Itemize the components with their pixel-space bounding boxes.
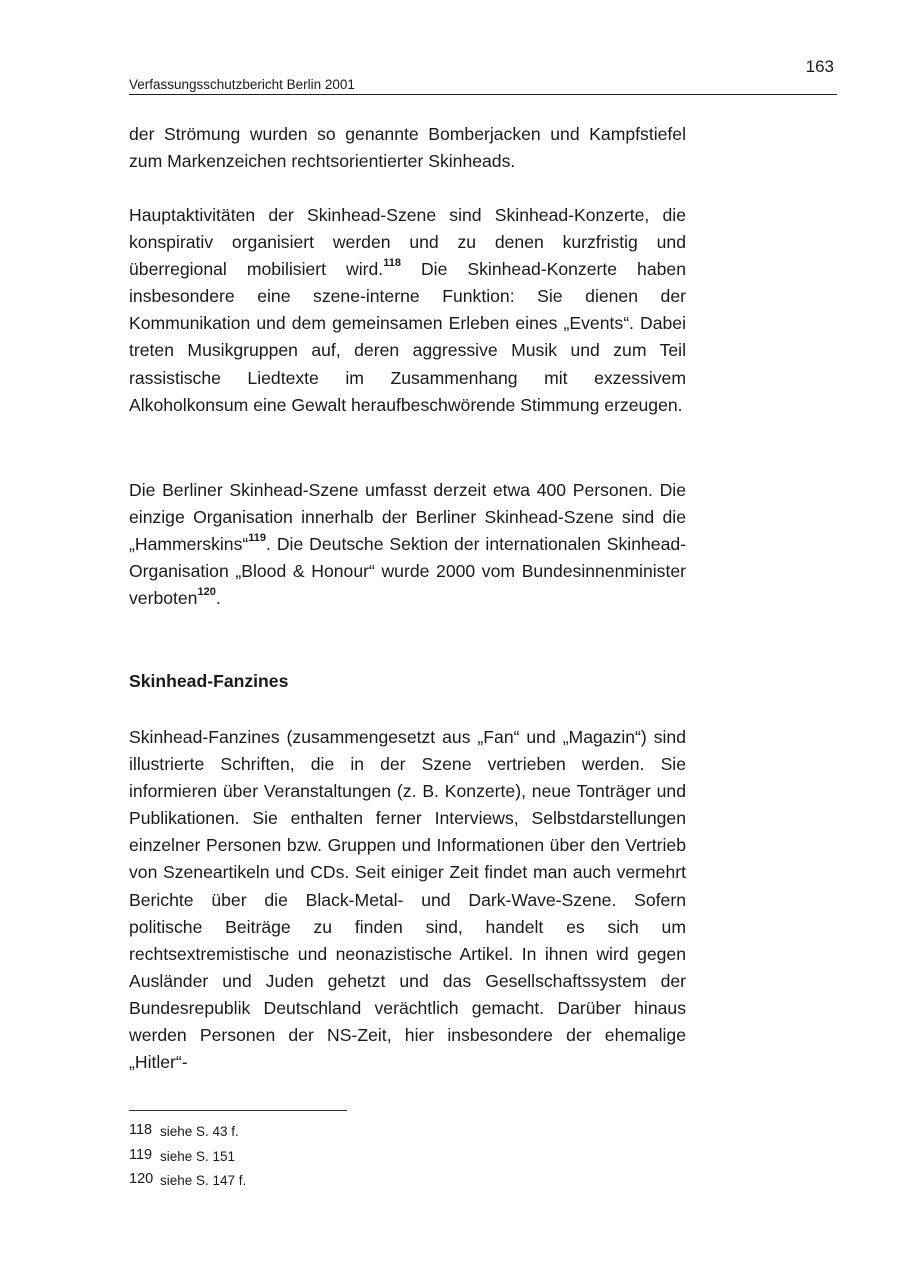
paragraph-strömung (129, 121, 686, 175)
paragraph-text: . Die Deutsche Sektion der internationalen Skinhead-Organisation „Blood & Honour“ wurde 2000 vom Bundesinnenminister verboten (129, 534, 686, 609)
footnote-text: siehe S. 151 (160, 1148, 236, 1164)
footnote-ref-119[interactable]: 119 (248, 532, 266, 545)
footnote-number: 120 (129, 1171, 154, 1187)
paragraph-text: . (215, 588, 221, 609)
footnote-text: siehe S. 43 f. (160, 1124, 239, 1139)
footnotes (129, 1119, 246, 1193)
paragraph-text: Die Berliner Skinhead-Szene umfasst derzeit etwa 400 Personen. Die einzige Organisation innerhalb der Berliner Skinhead-Szene sind die „Hammerskins“ (129, 480, 686, 555)
paragraph-text: Skinhead-Fanzines (zusammengesetzt aus „Fan“ und „Magazin“) sind illustrierte Schriften, die in der Szene vertrieben werden. Sie informieren über Veranstaltungen (z. B. Konzerte), neue Tonträger und Publikationen. Sie enthalten ferner Interviews, Selbstdarstellungen einzelner Personen bzw. Gruppen und Informationen über den Vertrieb von Szeneartikeln und CDs. Seit einiger Zeit findet man auch vermehrt Berichte über die Black-Metal- und Dark-Wave-Szene. Sofern politische Beiträge zu finden sind, handelt es sich um rechtsextremistische und neonazistische Artikel. In ihnen wird gegen Ausländer und Juden gehetzt und das Gesellschaftssystem der Bundesrepublik Deutschland verächtlich gemacht. Darüber hinaus werden Personen der NS-Zeit, hier insbesondere der ehemalige „Hitler“- (129, 727, 686, 1073)
footnote-divider (129, 1110, 347, 1111)
footnote-120 (129, 1168, 246, 1193)
paragraph-fanzines (129, 724, 686, 1076)
paragraph-hauptaktivitaeten (129, 202, 686, 419)
footnote-119 (129, 1144, 246, 1169)
page-number: 163 (805, 57, 834, 76)
footnote-number: 118 (129, 1122, 153, 1138)
footnote-text: siehe S. 147 f. (160, 1173, 247, 1188)
footnote-ref-118[interactable]: 118 (383, 257, 401, 270)
footnote-number: 119 (129, 1146, 153, 1163)
paragraph-text: Hauptaktivitäten der Skinhead-Szene sind Skinhead-Konzerte, die konspirativ organisiert werden und zu denen kurzfristig und überregional mobilisiert wird. (129, 205, 686, 280)
section-heading: Skinhead-Fanzines (129, 671, 289, 691)
paragraph-text: Die Skinhead-Konzerte haben insbesondere eine szene-interne Funktion: Sie dienen der Kommunikation und dem gemeinsamen Erleben eines „Events“. Dabei treten Musikgruppen auf, deren aggressive Musik und zum Teil rassistische Liedtexte im Zusammenhang mit exzessivem Alkoholkonsum eine Gewalt heraufbeschwörende Stimmung erzeugen. (129, 259, 686, 415)
footnote-ref-120[interactable]: 120 (197, 586, 216, 599)
paragraph-text: der Strömung wurden so genannte Bomberjacken und Kampfstiefel zum Markenzeichen rechtsorientierter Skinheads. (129, 124, 686, 172)
running-header: Verfassungsschutzbericht Berlin 2001 (129, 77, 837, 95)
footnote-118 (129, 1119, 246, 1144)
paragraph-berliner-szene (129, 477, 686, 612)
